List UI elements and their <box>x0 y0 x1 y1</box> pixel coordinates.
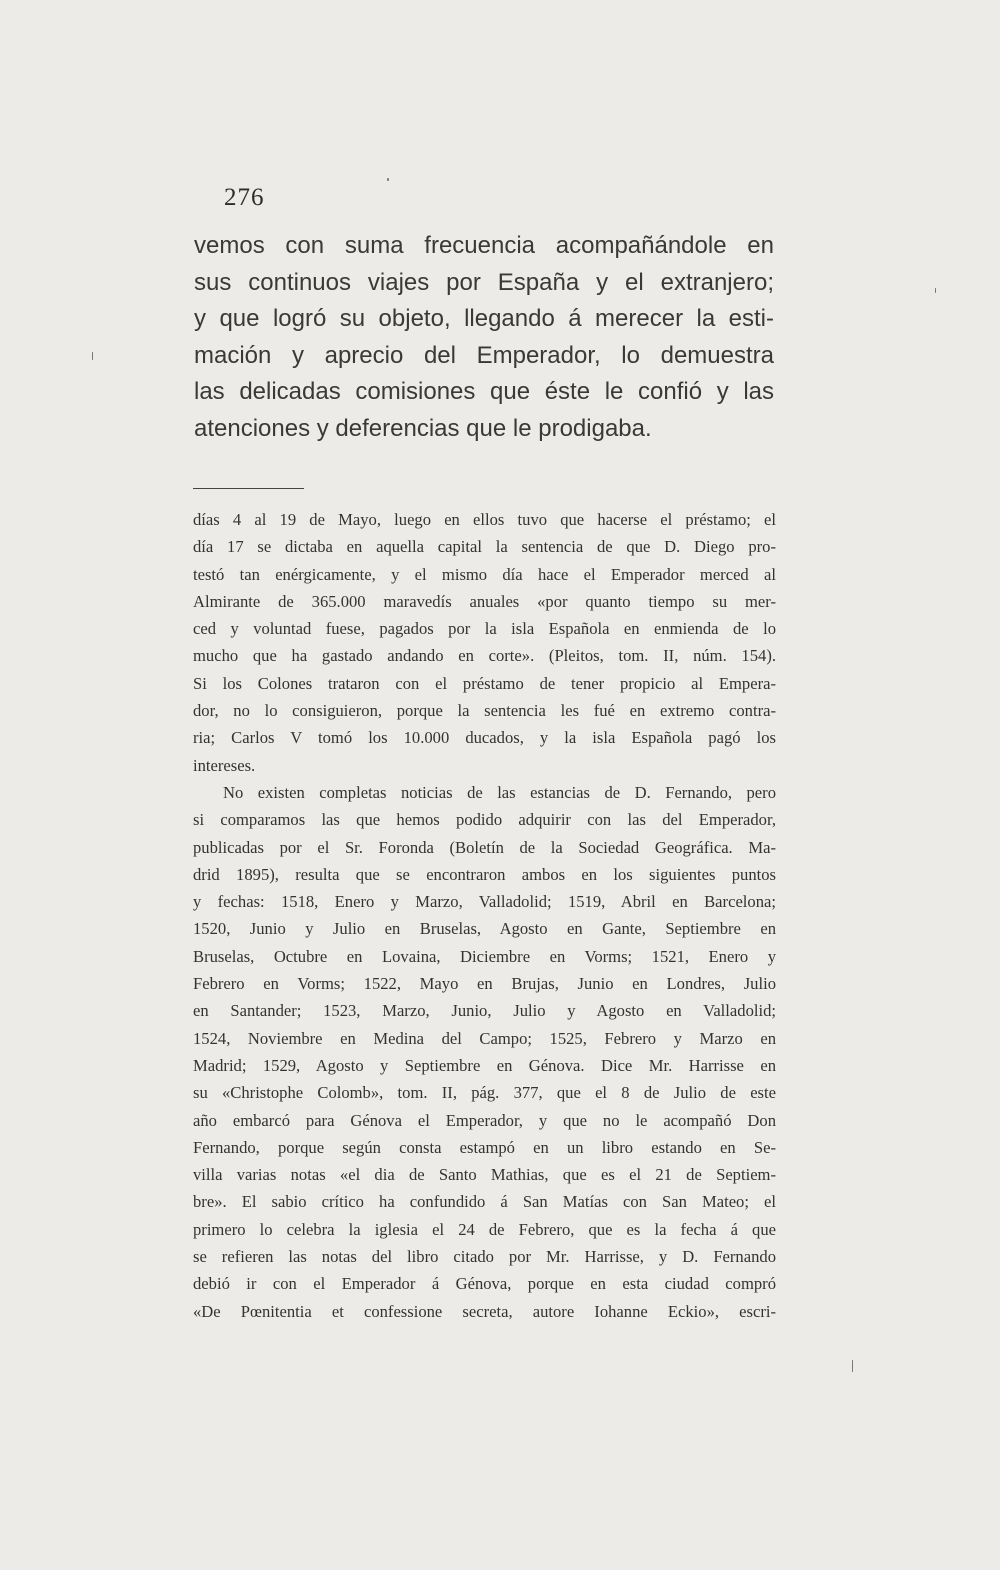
footnote-line: Si los Colones trataron con el préstamo de tener propicio al Empera- <box>193 673 776 693</box>
page-number: 276 <box>224 184 265 211</box>
main-line: y que logró su objeto, llegando á merecer la esti- <box>194 305 774 332</box>
footnote-line: año embarcó para Génova el Emperador, y que no le acompañó Don <box>193 1110 776 1130</box>
footnote-line: villa varias notas «el dia de Santo Mathias, que es el 21 de Septiem- <box>193 1165 776 1185</box>
footnote-paragraph-1 <box>193 506 776 779</box>
footnote-line: su «Christophe Colomb», tom. II, pág. 377, que el 8 de Julio de este <box>193 1083 776 1103</box>
main-line: vemos con suma frecuencia acompañándole en <box>194 232 774 259</box>
footnote-paragraph-2 <box>193 779 776 1325</box>
footnote-line: mucho que ha gastado andando en corte». (Pleitos, tom. II, núm. 154). <box>193 646 776 666</box>
main-line: atenciones y deferencias que le prodigaba. <box>194 414 652 442</box>
main-line: mación y aprecio del Emperador, lo demuestra <box>194 341 774 369</box>
footnote-line: ced y voluntad fuese, pagados por la isla Española en enmienda de lo <box>193 619 776 639</box>
footnote-line: drid 1895), resulta que se encontraron ambos en los siguientes puntos <box>193 864 776 884</box>
footnote-line: día 17 se dictaba en aquella capital la sentencia de que D. Diego pro- <box>193 537 776 557</box>
footnote-line: No existen completas noticias de las estancias de D. Fernando, pero <box>223 782 776 802</box>
footnote-line: si comparamos las que hemos podido adquirir con las del Emperador, <box>193 810 776 830</box>
footnote-line: días 4 al 19 de Mayo, luego en ellos tuvo que hacerse el préstamo; el <box>193 510 776 529</box>
footnote-line: «De Pœnitentia et confessione secreta, autore Iohanne Eckio», escri- <box>193 1301 776 1321</box>
footnote-line: publicadas por el Sr. Foronda (Boletín de la Sociedad Geográfica. Ma- <box>193 837 776 857</box>
main-line: las delicadas comisiones que éste le confió y las <box>194 378 774 405</box>
footnote-line: se refieren las notas del libro citado por Mr. Harrisse, y D. Fernando <box>193 1247 776 1267</box>
footnote-line: 1520, Junio y Julio en Bruselas, Agosto en Gante, Septiembre en <box>193 919 776 939</box>
footnote-line: bre». El sabio crítico ha confundido á San Matías con San Mateo; el <box>193 1192 776 1212</box>
footnote-line: primero lo celebra la iglesia el 24 de Febrero, que es la fecha á que <box>193 1219 776 1239</box>
main-line: sus continuos viajes por España y el extranjero; <box>194 268 774 296</box>
footnote-line: 1524, Noviembre en Medina del Campo; 1525, Febrero y Marzo en <box>193 1028 776 1048</box>
footnote-line: Febrero en Vorms; 1522, Mayo en Brujas, Junio en Londres, Julio <box>193 974 776 994</box>
footnote-line: ria; Carlos V tomó los 10.000 ducados, y la isla Española pagó los <box>193 728 776 748</box>
paper-speck <box>852 1360 853 1372</box>
footnote-line: debió ir con el Emperador á Génova, porque en esta ciudad compró <box>193 1274 776 1294</box>
paper-speck <box>92 352 93 360</box>
footnote-line: y fechas: 1518, Enero y Marzo, Valladolid; 1519, Abril en Barcelona; <box>193 892 776 912</box>
footnote-line: testó tan enérgicamente, y el mismo día hace el Emperador merced al <box>193 564 776 584</box>
footnote-divider <box>193 488 304 489</box>
footnote-line: en Santander; 1523, Marzo, Junio, Julio y Agosto en Valladolid; <box>193 1001 776 1021</box>
footnote-line: Fernando, porque según consta estampó en un libro estando en Se- <box>193 1137 776 1157</box>
footnote-line: Bruselas, Octubre en Lovaina, Diciembre en Vorms; 1521, Enero y <box>193 946 776 966</box>
footnote-line: dor, no lo consiguieron, porque la sentencia les fué en extremo contra- <box>193 701 776 721</box>
footnote <box>193 506 776 1325</box>
paper-speck <box>935 288 936 293</box>
paper-speck <box>387 178 389 181</box>
footnote-line: Almirante de 365.000 maravedís anuales «por quanto tiempo su mer- <box>193 591 776 611</box>
footnote-line: Madrid; 1529, Agosto y Septiembre en Génova. Dice Mr. Harrisse en <box>193 1055 776 1075</box>
main-text <box>194 228 774 447</box>
footnote-line: intereses. <box>193 755 256 775</box>
